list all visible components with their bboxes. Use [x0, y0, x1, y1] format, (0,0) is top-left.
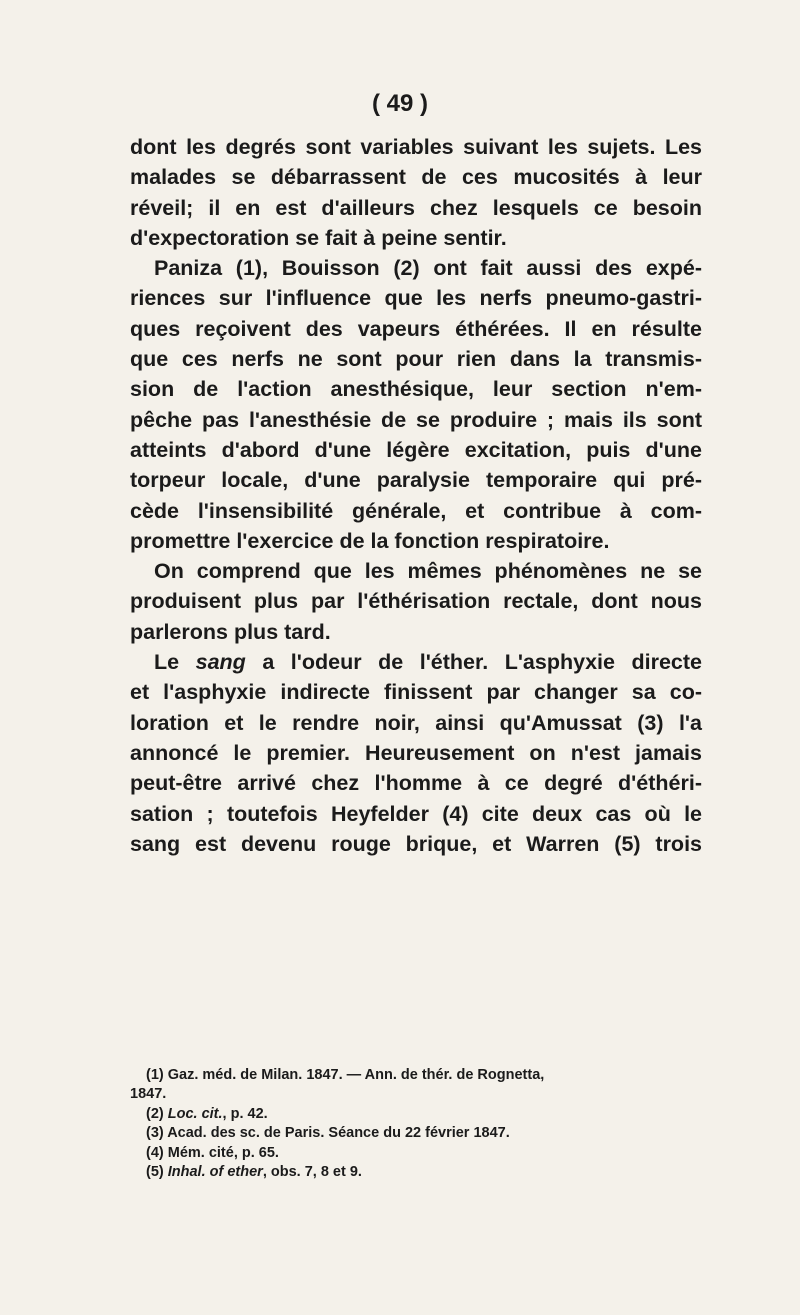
footnote-text: , p. 42. [222, 1105, 268, 1122]
text-line: atteints d'abord d'une légère excitation, puis d'une [130, 437, 702, 462]
text-line: On comprend que les mêmes phénomènes ne se [154, 559, 702, 584]
text-line: pêche pas l'anesthésie de se produire ; mais ils sont [130, 407, 702, 432]
text-line: torpeur locale, d'une paralysie temporaire qui pré- [130, 468, 702, 493]
page-number: ( 49 ) [371, 90, 428, 117]
text-run: Le [154, 650, 196, 675]
text-line: Paniza (1), Bouisson (2) ont fait aussi des expé- [154, 256, 702, 281]
footnote-3: (3) Acad. des sc. de Paris. Séance du 22 février 1847. [146, 1125, 510, 1142]
text-line: d'expectoration se fait à peine sentir. [130, 225, 507, 250]
footnote-text: , obs. 7, 8 et 9. [262, 1164, 362, 1181]
text-line: sang est devenu rouge brique, et Warren (5) trois [130, 831, 702, 856]
text-line: produisent plus par l'éthérisation rectale, dont nous [130, 589, 702, 614]
text-line: sation ; toutefois Heyfelder (4) cite deux cas où le [130, 801, 702, 826]
italic-word: sang [195, 650, 246, 675]
text-run: a l'odeur de l'éther. L'asphyxie directe [245, 650, 702, 675]
footnote-1-continuation: 1847. [130, 1086, 167, 1103]
text-line: et l'asphyxie indirecte finissent par changer sa co- [130, 680, 702, 705]
text-line: peut-être arrivé chez l'homme à ce degré d'éthéri- [130, 771, 702, 796]
footnote-2 [130, 1105, 702, 1124]
footnote-5 [130, 1163, 702, 1182]
text-line: réveil; il en est d'ailleurs chez lesquels ce besoin [130, 195, 702, 220]
text-line: dont les degrés sont variables suivant les sujets. Les [130, 135, 702, 159]
text-line: malades se débarrassent de ces mucosités à leur [130, 165, 702, 190]
footnote-4: (4) Mém. cité, p. 65. [146, 1144, 279, 1161]
text-line: cède l'insensibilité générale, et contribue à com- [130, 498, 702, 523]
text-line: ques reçoivent des vapeurs éthérées. Il en résulte [130, 316, 702, 341]
footnote-italic: Inhal. of ether [167, 1164, 263, 1181]
body-text [130, 132, 702, 859]
footnote-number: (2) [146, 1105, 168, 1122]
footnote-italic: Loc. cit. [167, 1105, 223, 1122]
footnote-1: (1) Gaz. méd. de Milan. 1847. — Ann. de thér. de Rognetta, [146, 1067, 545, 1083]
text-line: riences sur l'influence que les nerfs pneumo-gastri- [130, 286, 702, 311]
text-line: loration et le rendre noir, ainsi qu'Amussat (3) l'a [130, 710, 702, 735]
text-line: sion de l'action anesthésique, leur section n'em- [130, 377, 702, 402]
text-line: promettre l'exercice de la fonction respiratoire. [130, 528, 610, 553]
footnotes [130, 1066, 702, 1182]
text-line [130, 647, 702, 677]
text-line: que ces nerfs ne sont pour rien dans la transmis- [130, 347, 702, 372]
footnote-number: (5) [146, 1164, 168, 1181]
text-line: parlerons plus tard. [130, 619, 331, 644]
text-line: annoncé le premier. Heureusement on n'est jamais [130, 740, 702, 765]
